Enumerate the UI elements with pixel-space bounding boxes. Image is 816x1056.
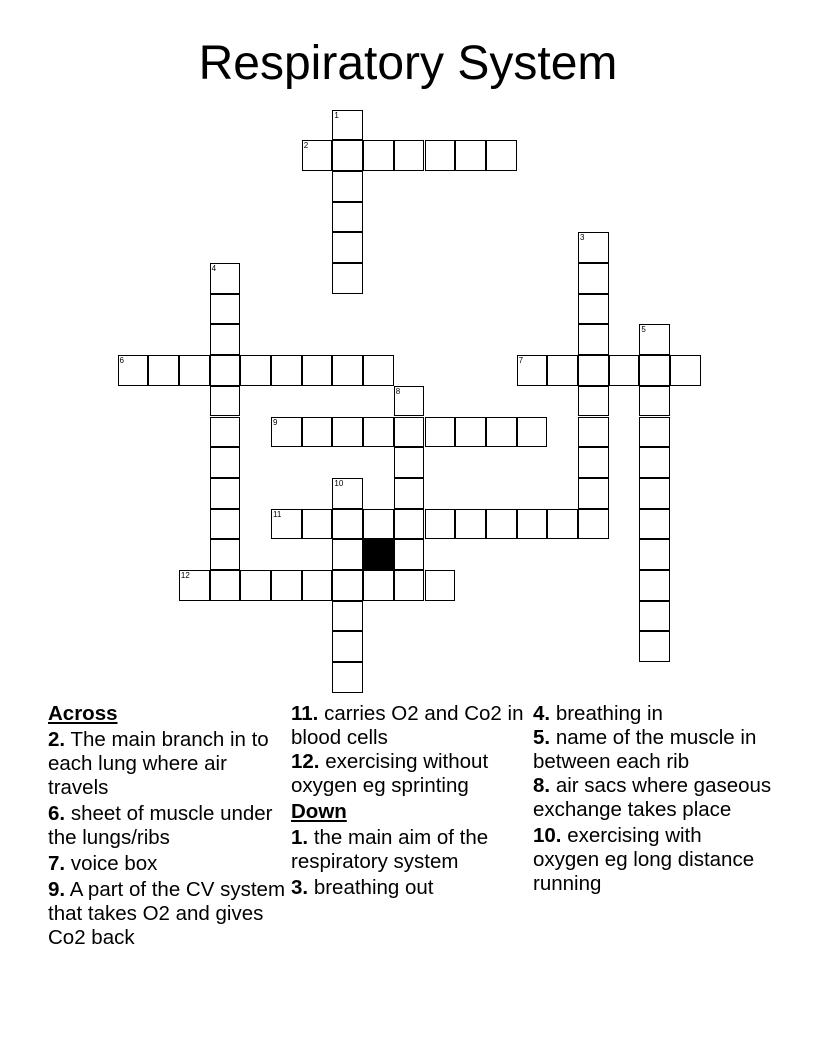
black-cell	[363, 539, 394, 570]
grid-cell[interactable]	[394, 539, 425, 570]
grid-cell[interactable]	[210, 355, 241, 386]
cell-number: 5	[641, 325, 646, 335]
grid-cell[interactable]	[394, 509, 425, 540]
grid-cell[interactable]	[332, 355, 363, 386]
grid-cell[interactable]	[302, 140, 333, 171]
grid-cell[interactable]	[302, 570, 333, 601]
down-heading: Down	[291, 800, 347, 823]
grid-cell[interactable]	[210, 263, 241, 294]
grid-cell[interactable]	[271, 570, 302, 601]
grid-cell[interactable]	[332, 140, 363, 171]
grid-cell[interactable]	[240, 355, 271, 386]
grid-cell[interactable]	[210, 478, 241, 509]
grid-cell[interactable]	[363, 355, 394, 386]
grid-cell[interactable]	[455, 140, 486, 171]
grid-cell[interactable]	[332, 631, 363, 662]
cell-number: 11	[273, 509, 282, 519]
clue-across-6: 6. sheet of muscle under the lungs/ribs	[48, 802, 273, 849]
cell-number: 2	[303, 141, 309, 151]
clues-column-3	[533, 702, 773, 896]
grid-cell[interactable]	[578, 417, 609, 448]
grid-cell[interactable]	[578, 324, 609, 355]
grid-cell[interactable]	[517, 355, 548, 386]
clue-across-2: 2. The main branch in to each lung where air travels	[48, 728, 269, 799]
grid-cell[interactable]	[394, 478, 425, 509]
grid-cell[interactable]	[363, 140, 394, 171]
grid-cell[interactable]	[332, 417, 363, 448]
grid-cell[interactable]	[118, 355, 149, 386]
grid-cell[interactable]	[486, 509, 517, 540]
grid-cell[interactable]	[639, 539, 670, 570]
grid-cell[interactable]	[394, 447, 425, 478]
grid-cell[interactable]	[578, 232, 609, 263]
grid-cell[interactable]	[578, 294, 609, 325]
grid-cell[interactable]	[332, 263, 363, 294]
grid-cell[interactable]	[271, 417, 302, 448]
grid-cell[interactable]	[425, 509, 456, 540]
grid-cell[interactable]	[578, 478, 609, 509]
clue-across-12: 12. exercising without oxygen eg sprinting	[291, 750, 489, 797]
grid-cell[interactable]	[363, 509, 394, 540]
grid-cell[interactable]	[517, 417, 548, 448]
grid-cell[interactable]	[210, 539, 241, 570]
cell-number: 9	[273, 417, 278, 427]
grid-cell[interactable]	[394, 570, 425, 601]
grid-cell[interactable]	[179, 355, 210, 386]
grid-cell[interactable]	[240, 570, 271, 601]
grid-cell[interactable]	[302, 355, 333, 386]
grid-cell[interactable]	[363, 570, 394, 601]
grid-cell[interactable]	[210, 386, 241, 417]
clue-across-9: 9. A part of the CV system that takes O2 and gives Co2 back	[48, 878, 286, 949]
grid-cell[interactable]	[455, 509, 486, 540]
grid-cell[interactable]	[486, 417, 517, 448]
cell-number: 3	[580, 233, 585, 243]
grid-cell[interactable]	[609, 355, 640, 386]
grid-cell[interactable]	[332, 478, 363, 509]
grid-cell[interactable]	[302, 509, 333, 540]
grid-cell[interactable]	[639, 478, 670, 509]
clue-down-4: 4. breathing in	[533, 702, 663, 725]
grid-cell[interactable]	[547, 355, 578, 386]
clue-across-7: 7. voice box	[48, 852, 158, 875]
grid-cell[interactable]	[578, 509, 609, 540]
clue-across-11: 11. carries O2 and Co2 in blood cells	[291, 702, 524, 749]
grid-cell[interactable]	[332, 202, 363, 233]
cell-number: 1	[334, 110, 339, 120]
grid-cell[interactable]	[332, 662, 363, 693]
grid-cell[interactable]	[486, 140, 517, 171]
clue-down-3: 3. breathing out	[291, 876, 434, 899]
grid-cell[interactable]	[363, 417, 394, 448]
grid-cell[interactable]	[425, 417, 456, 448]
grid-cell[interactable]	[517, 509, 548, 540]
grid-cell[interactable]	[210, 324, 241, 355]
grid-cell[interactable]	[578, 355, 609, 386]
cell-number: 12	[180, 571, 190, 580]
grid-cell[interactable]	[670, 355, 701, 386]
grid-cell[interactable]	[148, 355, 179, 386]
grid-cell[interactable]	[639, 417, 670, 448]
grid-cell[interactable]	[271, 355, 302, 386]
grid-cell[interactable]	[210, 417, 241, 448]
grid-cell[interactable]	[425, 570, 456, 601]
grid-cell[interactable]	[394, 140, 425, 171]
grid-cell[interactable]	[332, 509, 363, 540]
grid-cell[interactable]	[639, 570, 670, 601]
grid-cell[interactable]	[639, 509, 670, 540]
grid-cell[interactable]	[639, 324, 670, 355]
grid-cell[interactable]	[578, 447, 609, 478]
grid-cell[interactable]	[547, 509, 578, 540]
puzzle-title: Respiratory System	[198, 37, 618, 90]
grid-cell[interactable]	[332, 171, 363, 202]
clue-down-8: 8. air sacs where gaseous exchange takes place	[533, 774, 772, 821]
cell-number: 8	[395, 386, 401, 396]
cell-number: 6	[119, 356, 124, 366]
clue-down-5: 5. name of the muscle in between each rib	[533, 726, 757, 773]
cell-number: 7	[518, 356, 524, 366]
grid-cell[interactable]	[179, 570, 210, 601]
grid-cell[interactable]	[455, 417, 486, 448]
grid-cell[interactable]	[578, 386, 609, 417]
grid-cell[interactable]	[639, 447, 670, 478]
cell-number: 4	[211, 264, 217, 273]
grid-cell[interactable]	[210, 509, 241, 540]
grid-cell[interactable]	[639, 631, 670, 662]
clues-column-2	[291, 702, 527, 900]
across-heading: Across	[48, 702, 118, 725]
grid-cell[interactable]	[639, 355, 670, 386]
grid-cell[interactable]	[271, 509, 302, 540]
grid-cell[interactable]	[394, 386, 425, 417]
grid-cell[interactable]	[210, 294, 241, 325]
grid-cell[interactable]	[332, 232, 363, 263]
grid-cell[interactable]	[332, 570, 363, 601]
grid-cell[interactable]	[639, 601, 670, 632]
grid-cell[interactable]	[425, 140, 456, 171]
cell-number: 10	[334, 478, 344, 488]
grid-cell[interactable]	[578, 263, 609, 294]
grid-cell[interactable]	[332, 539, 363, 570]
grid-cell[interactable]	[639, 386, 670, 417]
grid-cell[interactable]	[394, 417, 425, 448]
grid-cell[interactable]	[210, 447, 241, 478]
grid-cell[interactable]	[332, 110, 363, 141]
grid-cell[interactable]	[332, 601, 363, 632]
clue-down-10: 10. exercising with oxygen eg long distance running	[533, 824, 755, 895]
grid-cell[interactable]	[302, 417, 333, 448]
clues-column-1	[48, 702, 286, 950]
grid-cell[interactable]	[210, 570, 241, 601]
clue-down-1: 1. the main aim of the respiratory system	[291, 826, 489, 873]
